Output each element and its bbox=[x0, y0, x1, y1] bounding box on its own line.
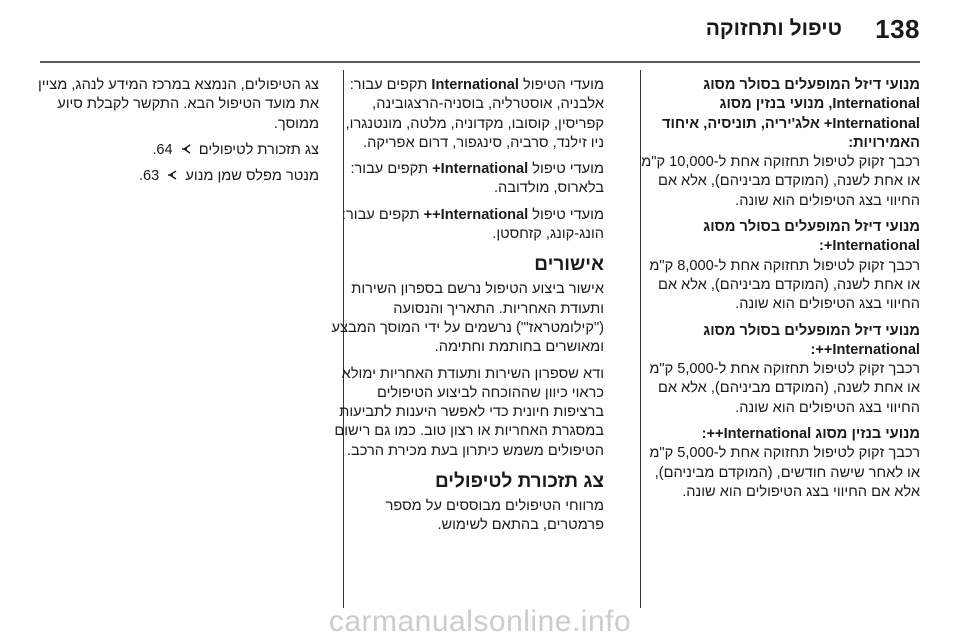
reference-text: צג תזכורת לטיפולים bbox=[198, 141, 319, 158]
section-title-petrol-plusplus: מנועי בנזין מסוג International++: bbox=[701, 426, 920, 443]
column-middle bbox=[329, 76, 604, 543]
reference-page: 64 bbox=[156, 141, 173, 158]
section-title-international-plusplus: מנועי דיזל המופעלים בסולר מסוג International++: bbox=[703, 322, 920, 358]
column-left bbox=[33, 76, 319, 193]
validity-prefix: מועדי טיפול bbox=[532, 206, 604, 223]
validity-international-plus bbox=[329, 160, 604, 199]
cross-reference-oil-level[interactable]: מנטר מפלס שמן מנוע 63. bbox=[138, 168, 319, 185]
page-header bbox=[0, 0, 960, 62]
validity-countries: תקפים עבור: אלבניה, אוסטרליה, בוסניה-הרצגובינה, קפריסין, קוסובו, מקדוניה, מלטה, מונטנגרו, ניו זילנד, סרביה, סינגפור, דרום אפריקה. bbox=[345, 77, 604, 151]
validity-international-plusplus bbox=[329, 206, 604, 245]
validity-international bbox=[329, 76, 604, 153]
validity-brand: International+ bbox=[432, 161, 529, 178]
confirmations-paragraph-1: אישור ביצוע הטיפול נרשם בספרון השירות ותעודת האחריות. התאריך והנסועה ("קילומטראז'") נרשמים על ידי המוסך המבצע ומאושרים בחותמת וחתימה. bbox=[331, 281, 604, 356]
column-right bbox=[634, 76, 920, 509]
validity-prefix: מועדי טיפול bbox=[532, 161, 604, 178]
service-display-paragraph: מרווחי הטיפולים מבוססים על מספר פרמטרים, בהתאם לשימוש. bbox=[385, 498, 604, 534]
page-number: 138 bbox=[875, 14, 920, 44]
service-display-continued: צג הטיפולים, הנמצא במרכז המידע לנהג, מציין את מועד הטיפול הבא. התקשר לקבלת סיוע ממוסך. bbox=[37, 77, 319, 132]
confirmations-paragraph-2: ודא שספרון השירות ותעודת האחריות ימולא כראוי כיוון שההוכחה לביצוע הטיפולים ברציפות חיונית כדי לאפשר היענות לתביעות במסגרת האחריות או רצון טוב. כמו גם רישום הטיפולים משמש כיתרון בעת מכירת הרכב. bbox=[334, 365, 604, 459]
section-body-international: רכבך זקוק לטיפול תחזוקה אחת ל-10,000 ק"מ או אחת לשנה, (המוקדם מביניהם), אלא אם החיווי בצג הטיפולים הוא שונה. bbox=[641, 154, 920, 209]
validity-countries: תקפים עבור: הונג-קונג, קזחסטן. bbox=[341, 206, 604, 243]
confirmations-heading: אישורים bbox=[534, 254, 604, 276]
section-body-international-plus: רכבך זקוק לטיפול תחזוקה אחת ל-8,000 ק"מ או אחת לשנה, (המוקדם מביניהם), אלא אם החיווי בצג הטיפולים הוא שונה. bbox=[649, 257, 920, 313]
cross-reference-service-display[interactable]: צג תזכורת לטיפולים 64. bbox=[152, 141, 319, 158]
section-title-international-plus: מנועי דיזל המופעלים בסולר מסוג International+: bbox=[703, 219, 920, 255]
reference-pointer-icon bbox=[180, 142, 192, 154]
header-rule bbox=[40, 61, 920, 63]
reference-page: 63 bbox=[143, 168, 160, 185]
reference-text: מנטר מפלס שמן מנוע bbox=[185, 168, 319, 185]
validity-brand: International bbox=[431, 77, 519, 93]
section-body-international-plusplus: רכבך זקוק לטיפול תחזוקה אחת ל-5,000 ק"מ או אחת לשנה, (המוקדם מביניהם), אלא אם החיווי בצג הטיפולים הוא שונה. bbox=[649, 361, 920, 416]
service-display-heading: צג תזכורת לטיפולים bbox=[435, 471, 604, 493]
validity-prefix: מועדי הטיפול bbox=[523, 77, 604, 93]
reference-pointer-icon bbox=[166, 168, 178, 180]
section-body-petrol-plusplus: רכבך זקוק לטיפול תחזוקה אחת ל-5,000 ק"מ או לאחר שישה חודשים, (המוקדם מביניהם), אלא אם החיווי בצג הטיפולים הוא שונה. bbox=[649, 445, 920, 500]
section-title-international: מנועי דיזל המופעלים בסולר מסוג International, מנועי בנזין מסוג International+ אלג'יריה, תוניסיה, איחוד האמירויות: bbox=[662, 77, 920, 151]
chapter-title: טיפול ותחזוקה bbox=[705, 17, 842, 40]
validity-brand: International++ bbox=[423, 206, 529, 223]
validity-countries: תקפים עבור: בלארוס, מולדובה. bbox=[350, 161, 604, 197]
watermark-text: carmanualsonline.info bbox=[328, 605, 632, 638]
